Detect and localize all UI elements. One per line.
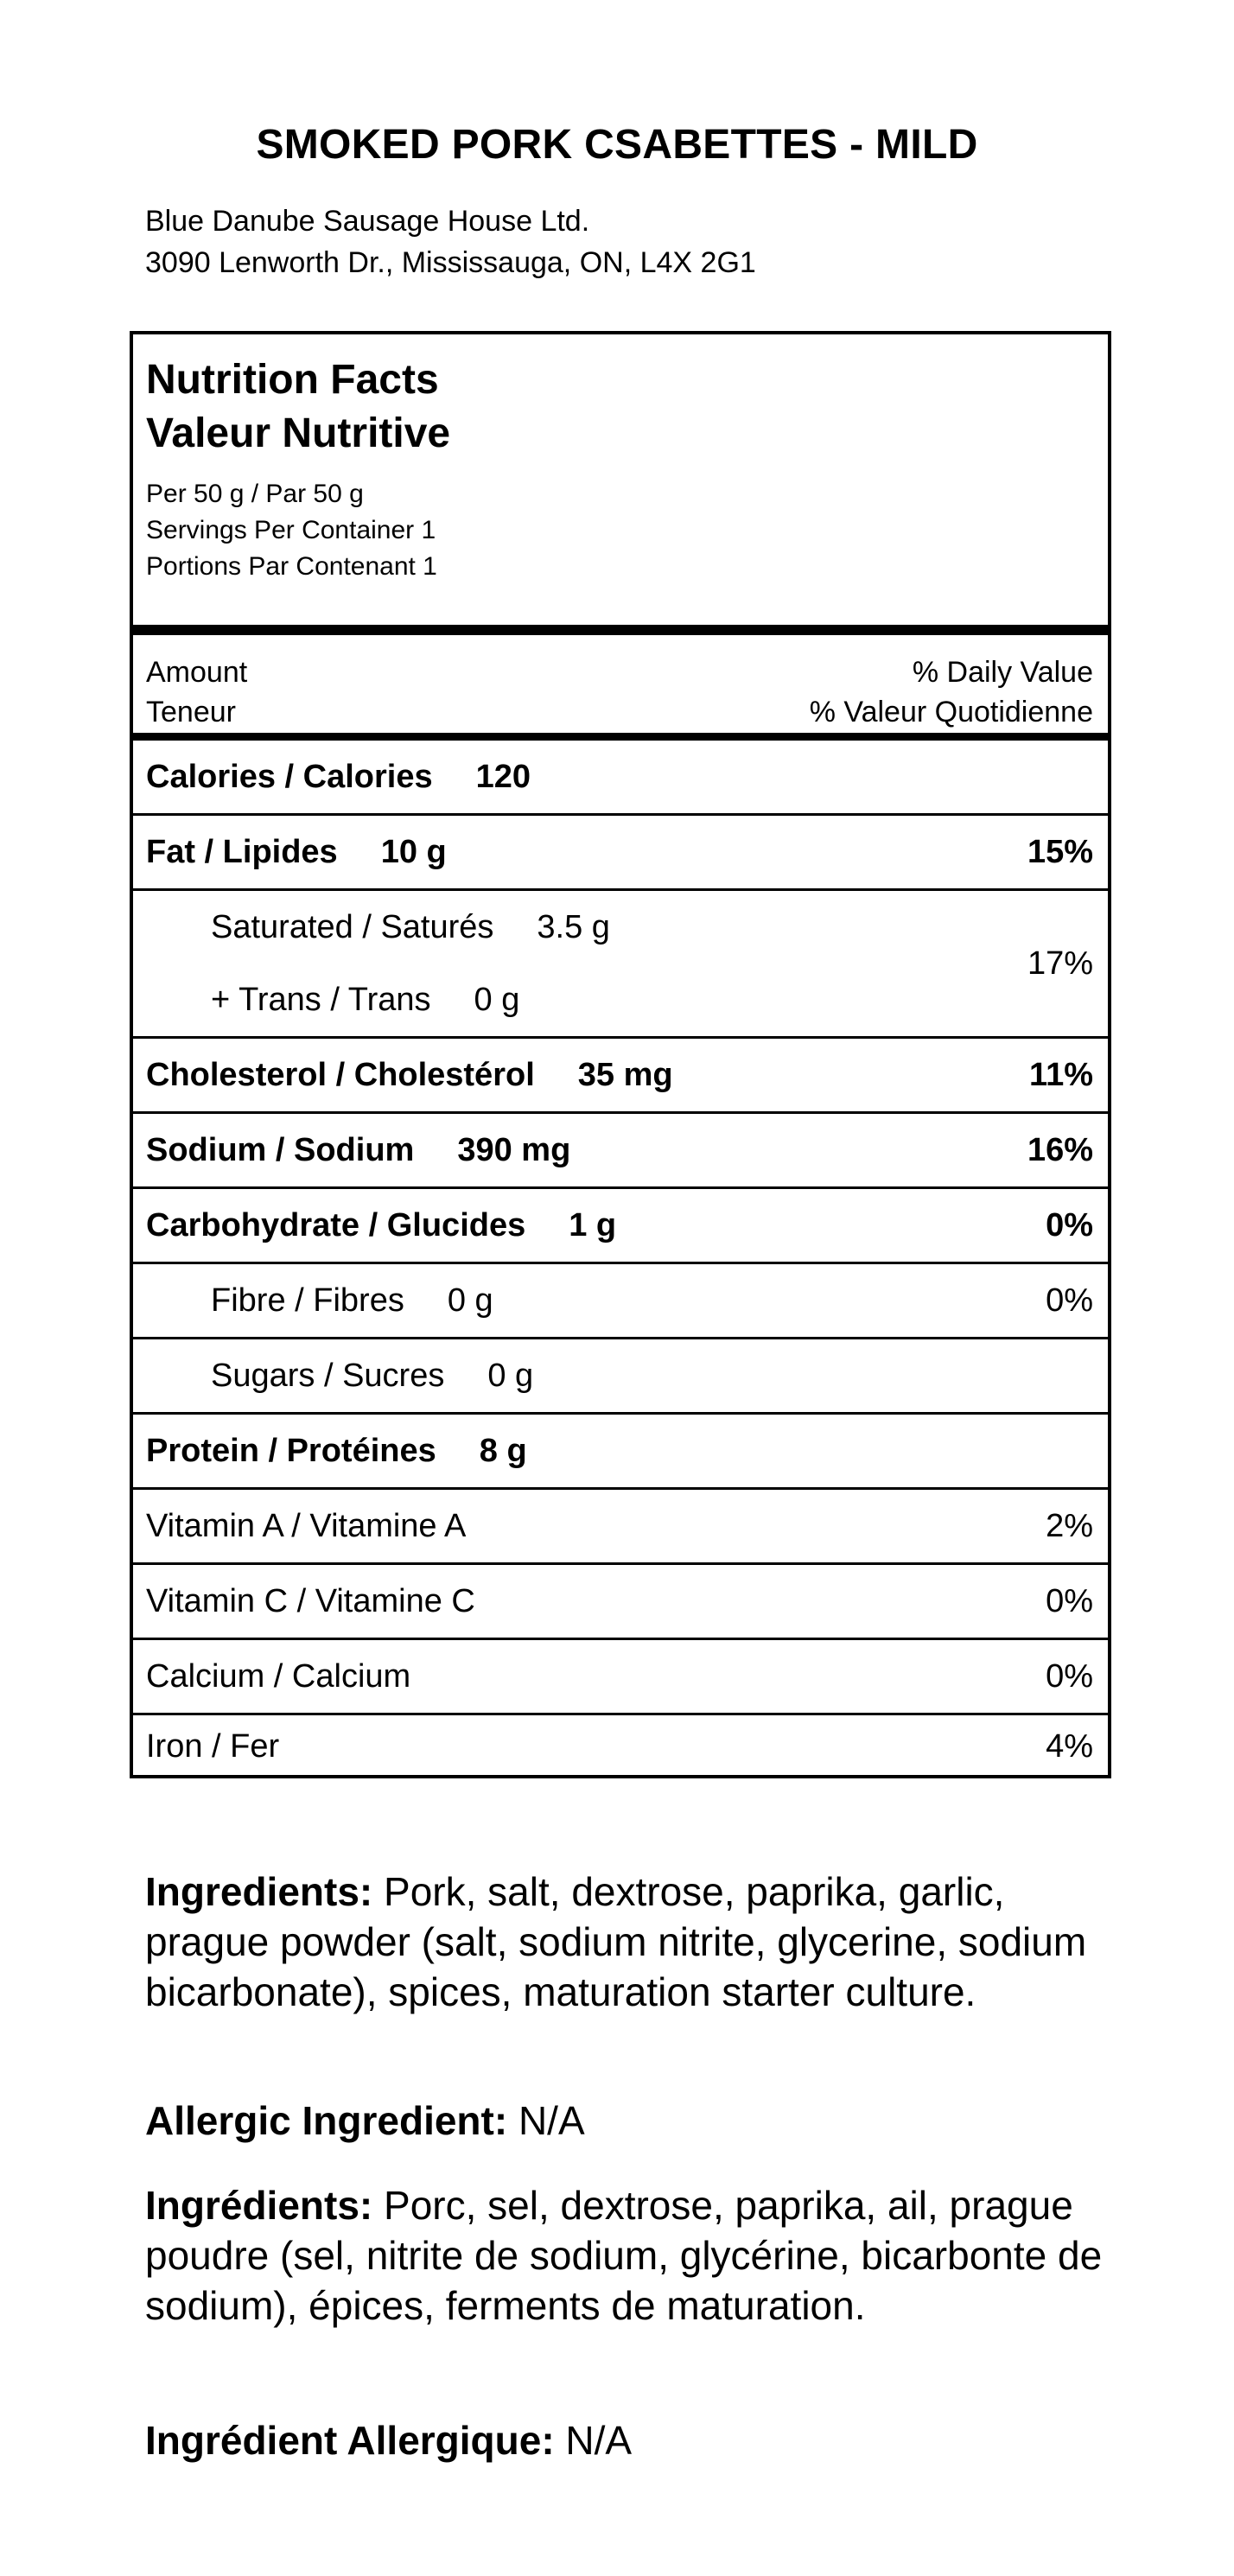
- nutrient-value: 1 g: [569, 1207, 617, 1243]
- amount-label-fr: Teneur: [146, 696, 236, 728]
- servings-per-container-en: Servings Per Container 1: [146, 516, 436, 544]
- nutrient-value: 120: [475, 759, 531, 795]
- nutrient-value: 35 mg: [577, 1057, 673, 1093]
- nutrition-title-en: Nutrition Facts: [146, 357, 439, 403]
- allergen-en-heading: Allergic Ingredient:: [145, 2098, 508, 2143]
- row-sodium: [133, 1111, 1108, 1186]
- nutrient-label: Protein / Protéines: [146, 1433, 436, 1469]
- nutrient-value: 0 g: [487, 1358, 534, 1394]
- company-name: Blue Danube Sausage House Ltd.: [145, 205, 590, 238]
- row-carbohydrate: [133, 1186, 1108, 1262]
- nutrient-label: Calories / Calories: [146, 759, 433, 795]
- ingredients-en-text: Pork, salt, dextrose, paprika, garlic, prague powder (salt, sodium nitrite, glycerine, sodium bicarbonate), spices, maturation starter culture.: [145, 1869, 1087, 2014]
- product-title: SMOKED PORK CSABETTES - MILD: [256, 122, 978, 168]
- thick-divider: [133, 625, 1108, 635]
- nutrition-header: [146, 353, 450, 585]
- allergen-fr-heading: Ingrédient Allergique:: [145, 2418, 555, 2463]
- nutrient-label: Fat / Lipides: [146, 834, 338, 870]
- nutrient-label: Fibre / Fibres: [211, 1282, 404, 1319]
- row-vitamin-c: [133, 1562, 1108, 1638]
- amount-label: [146, 652, 247, 732]
- row-calories: [133, 741, 1108, 813]
- nutrient-value: 8 g: [479, 1433, 527, 1469]
- daily-value-label-en: % Daily Value: [912, 656, 1093, 689]
- daily-value: 2%: [1046, 1508, 1093, 1544]
- nutrient-label: + Trans / Trans: [211, 982, 431, 1018]
- daily-value: 0%: [1046, 1282, 1093, 1319]
- nutrient-label: Sugars / Sucres: [211, 1358, 445, 1394]
- row-calcium: [133, 1638, 1108, 1713]
- nutrient-label: Vitamin C / Vitamine C: [146, 1583, 475, 1619]
- nutrient-label: Cholesterol / Cholestérol: [146, 1057, 535, 1093]
- row-sugars: [133, 1337, 1108, 1412]
- daily-value-label: [810, 652, 1093, 732]
- ingredients-fr-text: Porc, sel, dextrose, paprika, ail, prague poudre (sel, nitrite de sodium, glycérine, bicarbonte de sodium), épices, ferments de maturation.: [145, 2183, 1103, 2328]
- row-saturated-trans: [133, 888, 1108, 1036]
- servings-per-container-fr: Portions Par Contenant 1: [146, 552, 437, 581]
- ingredients-fr-heading: Ingrédients:: [145, 2183, 373, 2228]
- row-iron: [133, 1713, 1108, 1775]
- nutrient-label: Vitamin A / Vitamine A: [146, 1508, 467, 1544]
- serving-size: Per 50 g / Par 50 g: [146, 480, 364, 508]
- company-address: 3090 Lenworth Dr., Mississauga, ON, L4X 2G1: [145, 246, 756, 279]
- row-fat: [133, 813, 1108, 888]
- company-info: [145, 200, 756, 283]
- daily-value: 0%: [1046, 1583, 1093, 1619]
- nutrient-label: Sodium / Sodium: [146, 1132, 415, 1168]
- amount-header-row: [133, 635, 1108, 748]
- nutrient-label: Carbohydrate / Glucides: [146, 1207, 526, 1243]
- nutrient-value: 10 g: [380, 834, 447, 870]
- thick-divider: [133, 733, 1108, 741]
- nutrient-label: Saturated / Saturés: [211, 909, 494, 945]
- nutrition-facts-table: [130, 331, 1111, 1778]
- serving-info: [146, 476, 450, 585]
- allergen-fr: [145, 2415, 1122, 2465]
- amount-label-en: Amount: [146, 656, 248, 689]
- daily-value-label-fr: % Valeur Quotidienne: [809, 696, 1093, 728]
- daily-value: 4%: [1046, 1728, 1093, 1765]
- ingredients-en-heading: Ingredients:: [145, 1869, 373, 1914]
- ingredients-fr: [145, 2180, 1122, 2331]
- allergen-en-value: N/A: [507, 2098, 585, 2143]
- row-cholesterol: [133, 1036, 1108, 1111]
- nutrition-title-fr: Valeur Nutritive: [146, 410, 451, 456]
- row-protein: [133, 1412, 1108, 1487]
- ingredients-en: [145, 1867, 1122, 2017]
- row-fibre: [133, 1262, 1108, 1337]
- nutrient-value: 0 g: [447, 1282, 493, 1319]
- daily-value: 11%: [1029, 1057, 1093, 1093]
- allergen-fr-value: N/A: [554, 2418, 633, 2463]
- nutrient-label: Calcium / Calcium: [146, 1658, 411, 1695]
- daily-value: 17%: [1027, 945, 1093, 982]
- daily-value: 15%: [1027, 834, 1093, 870]
- nutrient-value: 0 g: [474, 982, 520, 1018]
- nutrient-label: Iron / Fer: [146, 1728, 280, 1765]
- daily-value: 0%: [1046, 1207, 1093, 1243]
- daily-value: 16%: [1027, 1132, 1093, 1168]
- nutrient-value: 3.5 g: [537, 909, 610, 945]
- daily-value: 0%: [1046, 1658, 1093, 1695]
- nutrient-value: 390 mg: [457, 1132, 571, 1168]
- allergen-en: [145, 2096, 1122, 2146]
- row-vitamin-a: [133, 1487, 1108, 1562]
